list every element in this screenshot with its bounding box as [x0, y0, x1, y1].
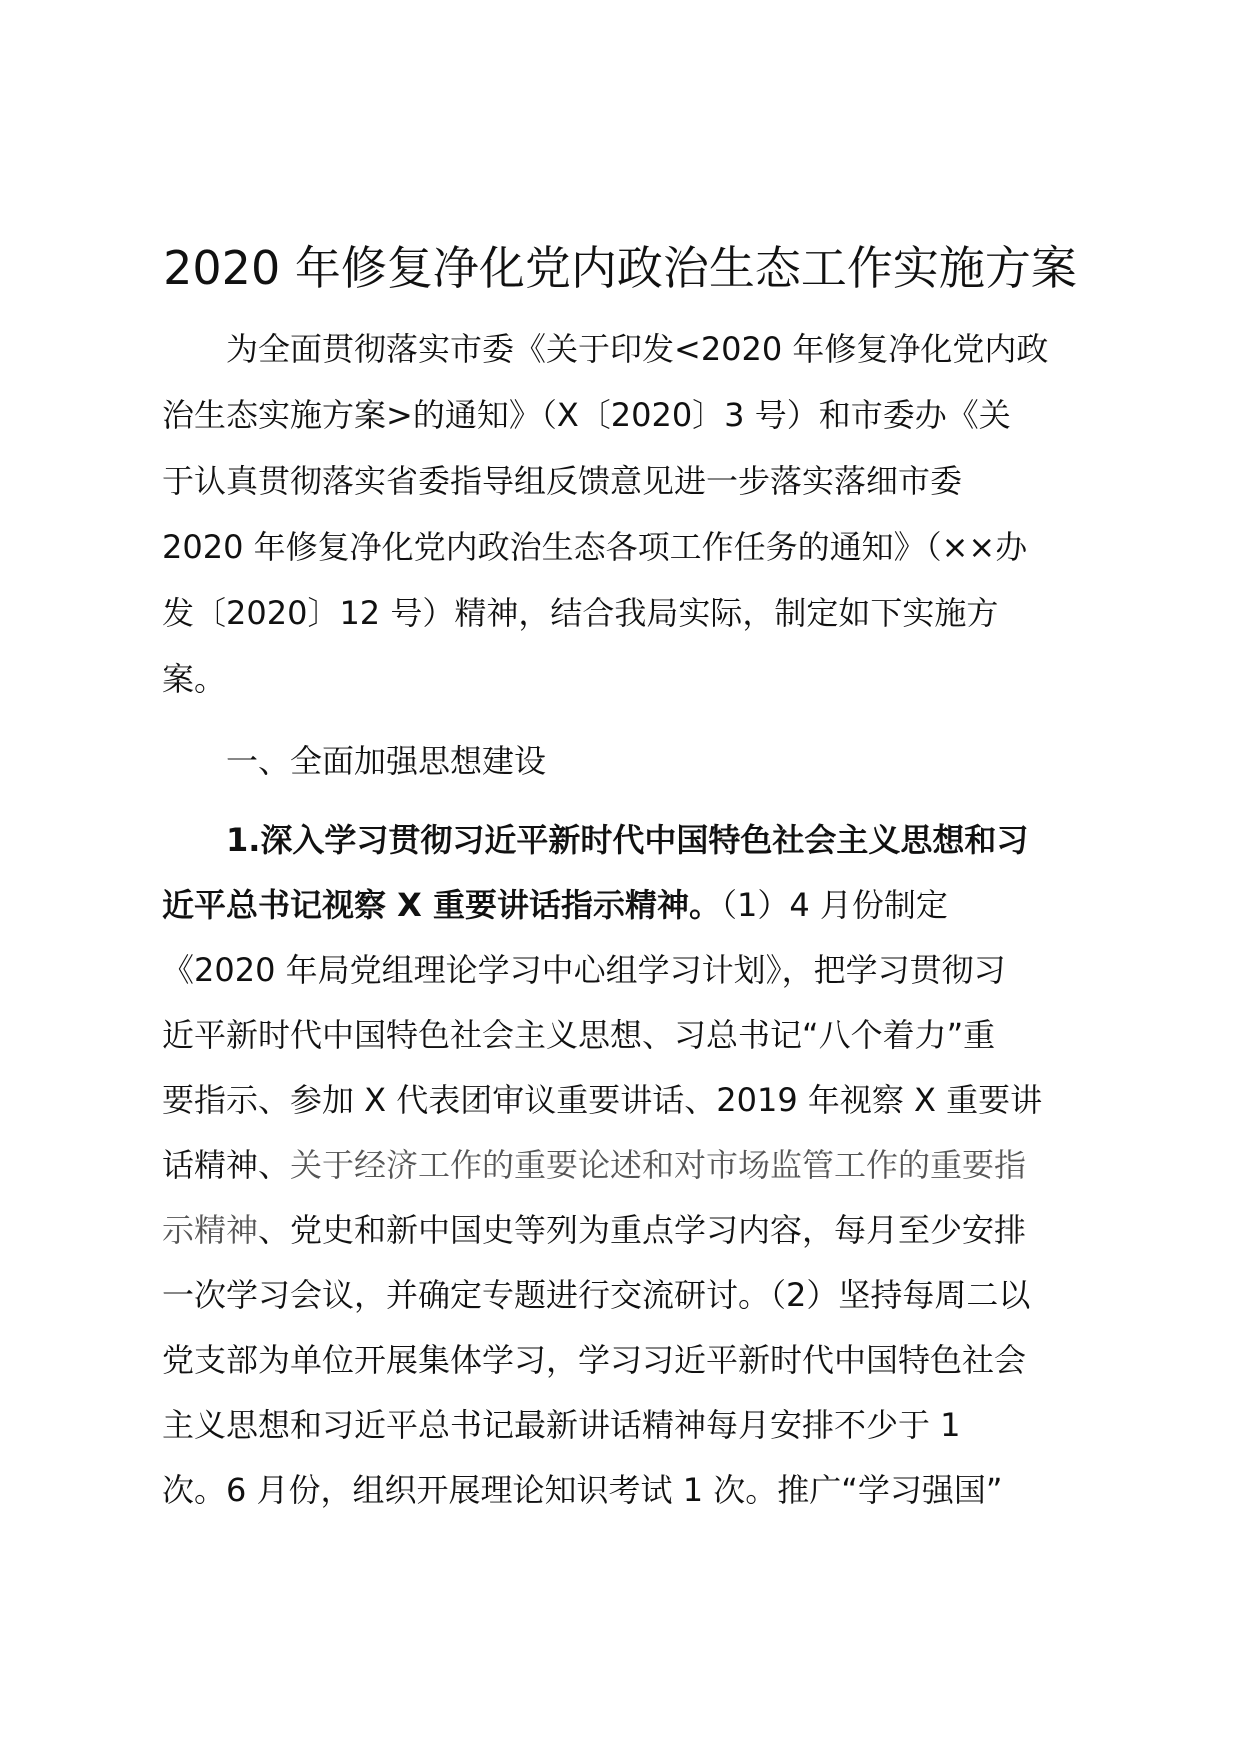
- intro-paragraph: [162, 316, 1092, 712]
- section-heading-text: 一、全面加强思想建设: [226, 742, 547, 780]
- section-1-text: （1）4 月份制定: [720, 886, 948, 924]
- intro-line: 治生态实施方案>的通知》（X〔2020〕3 号）和市委办《关: [162, 396, 1011, 434]
- section-1-highlight-text: 关于经济工作的重要论述和对市场监管工作的重要指: [290, 1146, 1027, 1184]
- intro-line: 为全面贯彻落实市委《关于印发<2020 年修复净化党内政: [226, 330, 1049, 368]
- section-1-bold-title-end: 近平总书记视察 X 重要讲话指示精神。: [162, 886, 721, 924]
- section-heading: [162, 728, 1092, 794]
- intro-line: 案。: [162, 660, 227, 698]
- section-1-text: 、党史和新中国史等列为重点学习内容，每月至少安排: [258, 1211, 1027, 1249]
- section-1-line: [162, 1198, 1092, 1263]
- section-1-line: 《2020 年局党组理论学习中心组学习计划》，把学习贯彻习: [162, 951, 1006, 989]
- section-1-line: [162, 873, 1092, 938]
- section-1-line: 主义思想和习近平总书记最新讲话精神每月安排不少于 1: [162, 1406, 961, 1444]
- intro-line: 发〔2020〕12 号）精神，结合我局实际，制定如下实施方: [162, 594, 999, 632]
- section-1-line: [162, 1133, 1092, 1198]
- section-1-line: 要指示、参加 X 代表团审议重要讲话、2019 年视察 X 重要讲: [162, 1081, 1043, 1119]
- document-title: 2020 年修复净化党内政治生态工作实施方案: [163, 241, 1077, 295]
- section-1-line: 一次学习会议，并确定专题进行交流研讨。（2）坚持每周二以: [162, 1276, 1031, 1314]
- section-1-paragraph: [162, 808, 1092, 1523]
- section-1-text: 话精神、: [162, 1146, 291, 1184]
- section-1-bold-title: 1.深入学习贯彻习近平新时代中国特色社会主义思想和习: [226, 821, 1029, 859]
- intro-line: 于认真贯彻落实省委指导组反馈意见进一步落实落细市委: [162, 462, 963, 500]
- section-1-line: 次。6 月份，组织开展理论知识考试 1 次。推广“学习强国”: [162, 1471, 1003, 1509]
- intro-line: 2020 年修复净化党内政治生态各项工作任务的通知》（××办: [162, 528, 1028, 566]
- section-1-line: 近平新时代中国特色社会主义思想、习总书记“八个着力”重: [162, 1016, 996, 1054]
- section-1-highlight-text: 示精神: [162, 1211, 259, 1249]
- section-1-line: 党支部为单位开展集体学习，学习习近平新时代中国特色社会: [162, 1341, 1027, 1379]
